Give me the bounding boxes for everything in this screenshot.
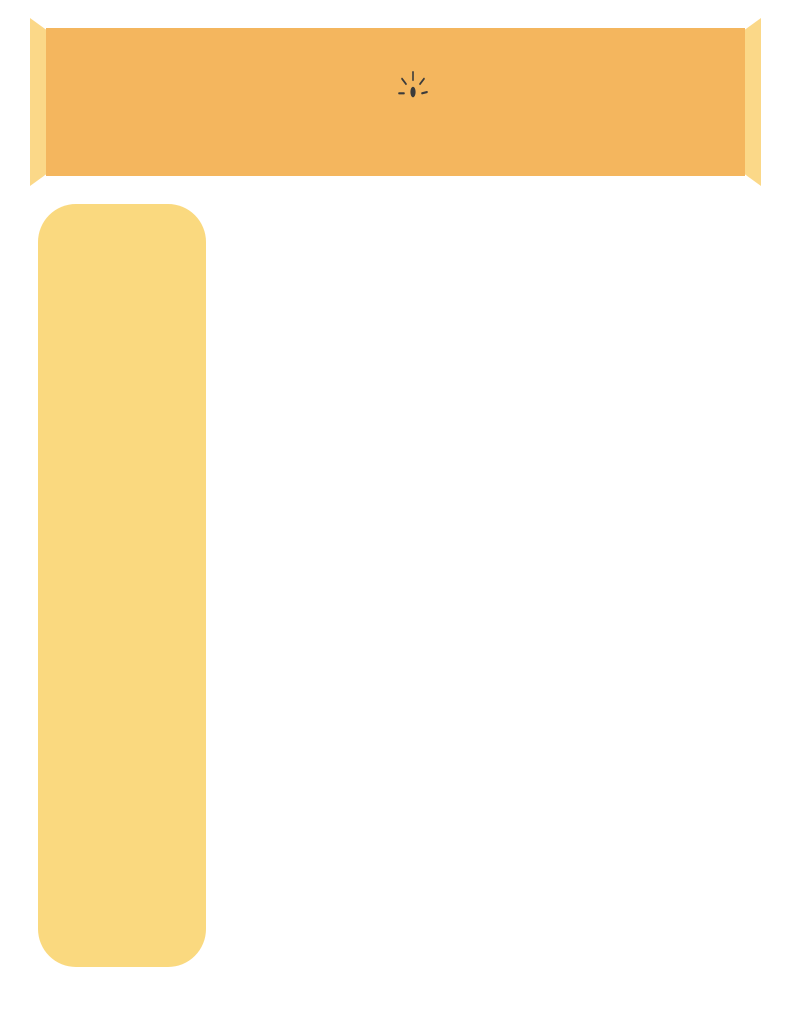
- sunburst-icon: [587, 892, 789, 974]
- article-directrice: [222, 198, 770, 225]
- sunburst-lower-rays-icon: [664, 972, 718, 1022]
- table-of-contents: [38, 204, 206, 967]
- organization-logo: [587, 892, 789, 1022]
- newsletter-banner: [30, 18, 761, 186]
- sun-doodle-icon: [396, 68, 430, 103]
